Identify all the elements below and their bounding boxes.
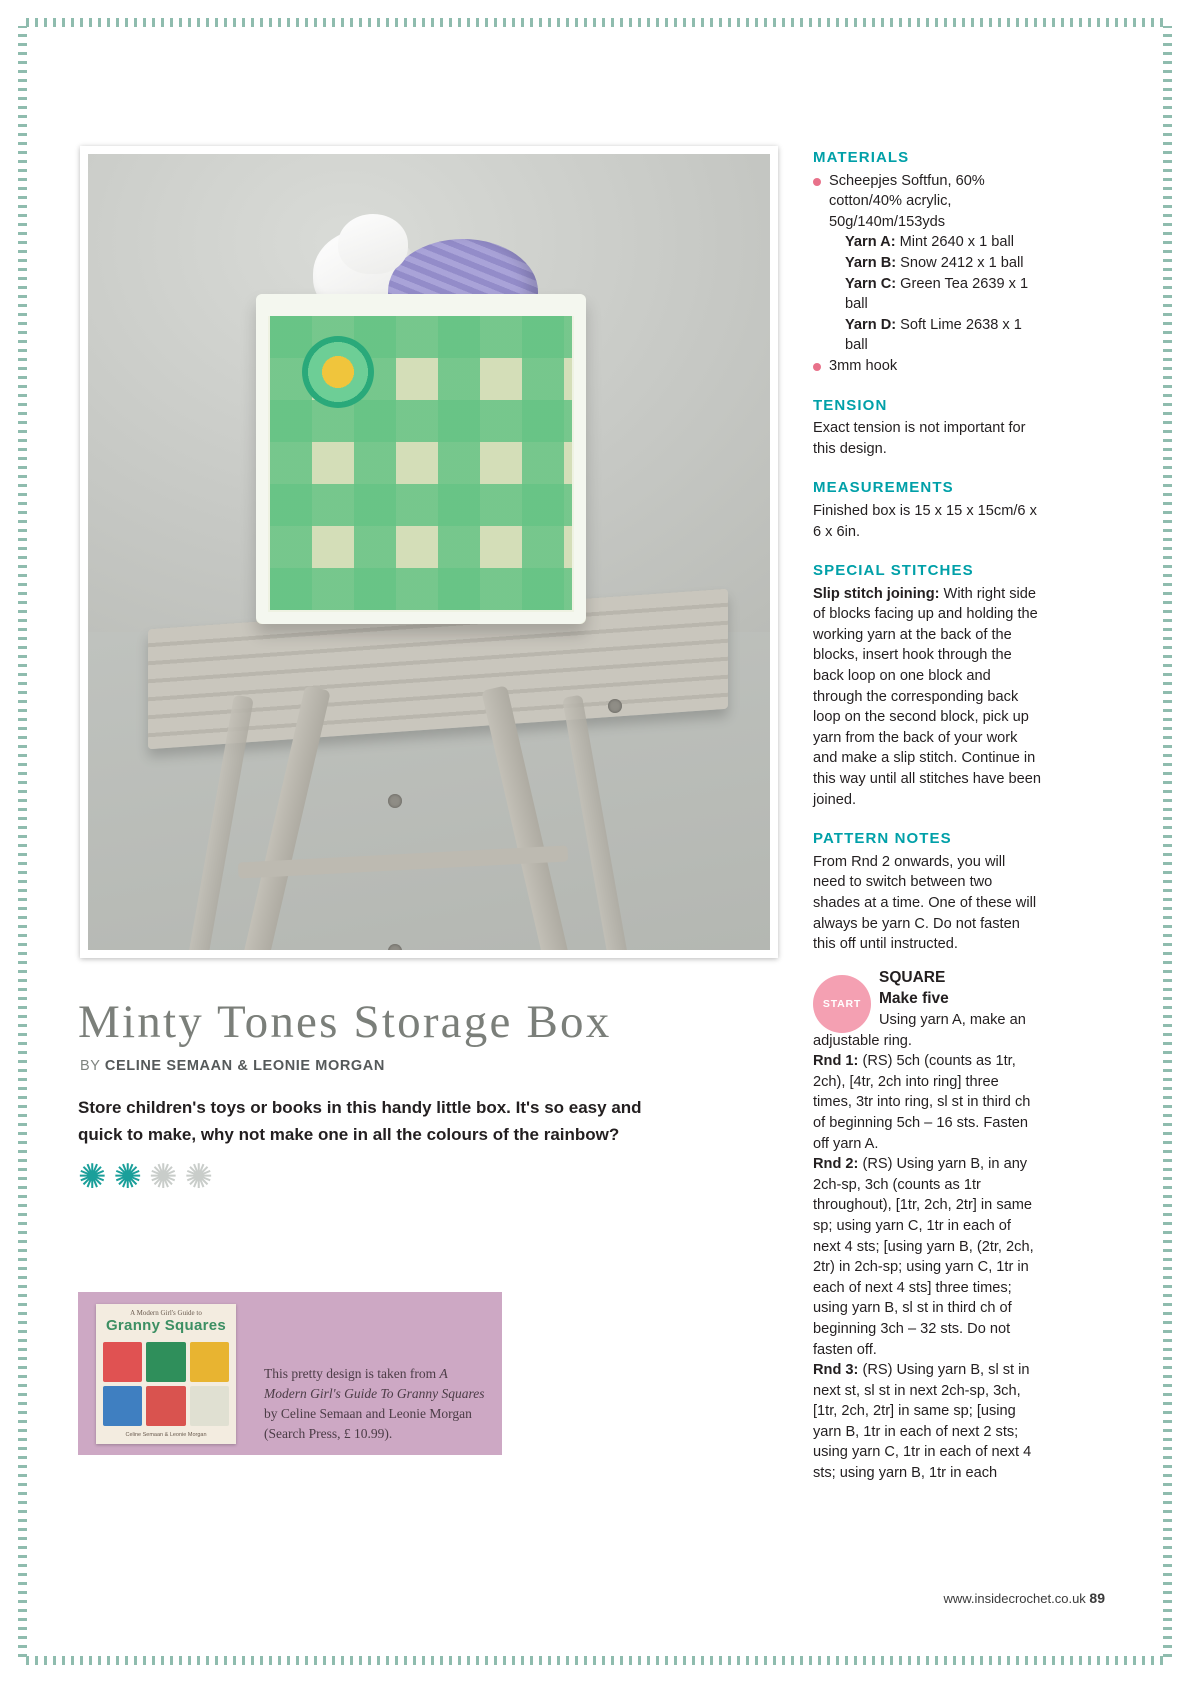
yarn-a-value: Mint 2640 x 1 ball	[899, 234, 1015, 251]
materials-yarn-detail: 60% cotton/40% acrylic, 50g/140m/153yds	[829, 172, 985, 230]
difficulty-star-filled: ✺	[78, 1158, 114, 1196]
promo-line-1: This pretty design is taken from	[264, 1366, 437, 1381]
page-footer	[0, 1590, 1105, 1606]
square-heading: SQUARE	[879, 969, 946, 986]
materials-item	[813, 171, 1041, 356]
rnd-1	[813, 1051, 1041, 1154]
special-stitches-heading: SPECIAL STITCHES	[813, 562, 974, 580]
crochet-storage-box	[256, 294, 586, 624]
cover-swatch	[190, 1386, 229, 1426]
book-cover-top-line: A Modern Girl's Guide to	[130, 1309, 202, 1317]
rnd-3-text: (RS) Using yarn B, sl st in next st, sl st in next 2ch-sp, 3ch, [1tr, 2ch, 2tr] in same sp; [using yarn B, 1tr in each of next 2 sts; using yarn C, 1tr in each of next 4 sts; using yarn B, 1tr in each	[813, 1362, 1032, 1482]
materials-yarn-brand: Scheepjes Softfun,	[829, 172, 952, 189]
special-stitches-term: Slip stitch joining:	[813, 585, 940, 602]
yarn-c-value: Green Tea 2639 x 1 ball	[845, 275, 1029, 313]
cover-swatch	[103, 1386, 142, 1426]
square-intro: Using yarn A, make an adjustable ring.	[813, 1012, 1026, 1049]
stool-leg	[562, 695, 634, 950]
measurements-section	[813, 478, 1041, 542]
byline	[80, 1058, 780, 1074]
cover-swatch	[146, 1386, 185, 1426]
cover-swatch	[103, 1342, 142, 1382]
difficulty-star-empty: ✺	[149, 1158, 185, 1196]
box-edging	[256, 294, 586, 624]
stool-rivet	[608, 699, 622, 713]
project-photo-frame	[80, 146, 778, 958]
materials-item-hook: 3mm hook	[813, 356, 1041, 377]
stool-rivet	[388, 944, 402, 950]
book-cover-title: Granny Squares	[105, 1317, 227, 1334]
tension-body: Exact tension is not important for this design.	[813, 420, 1026, 457]
start-badge: START	[813, 975, 871, 1033]
rnd-3-label: Rnd 3:	[813, 1362, 859, 1379]
cover-swatch	[146, 1342, 185, 1382]
rnd-2-label: Rnd 2:	[813, 1156, 859, 1173]
footer-url: www.insidecrochet.co.uk	[943, 1591, 1086, 1606]
rnd-2	[813, 1154, 1041, 1360]
page-number: 89	[1089, 1590, 1105, 1606]
cover-swatch	[190, 1342, 229, 1382]
pattern-notes-body: From Rnd 2 onwards, you will need to switch between two shades at a time. One of these will always be yarn C. Do not fasten this off until instructed.	[813, 853, 1037, 953]
difficulty-star-empty: ✺	[184, 1158, 220, 1196]
pattern-notes-section	[813, 829, 1041, 955]
materials-heading: MATERIALS	[813, 149, 910, 166]
book-cover	[96, 1304, 236, 1444]
special-stitches-body	[813, 584, 1041, 811]
stool-rivet	[388, 794, 402, 808]
measurements-body: Finished box is 15 x 15 x 15cm/6 x 6 x 6in.	[813, 502, 1037, 540]
promo-line-2: by Celine Semaan and Leonie Morgan (Search Press, £ 10.99).	[264, 1406, 472, 1441]
flower-motif	[302, 336, 374, 408]
materials-section	[813, 148, 1041, 377]
byline-authors: CELINE SEMAAN & LEONIE MORGAN	[104, 1058, 385, 1074]
yarn-b-value: Snow 2412 x 1 ball	[900, 254, 1024, 271]
yarn-a	[829, 232, 1041, 253]
sidebar-info	[813, 148, 1041, 974]
yarn-b	[829, 253, 1041, 274]
pattern-notes-heading: PATTERN NOTES	[813, 830, 952, 848]
yarn-b-label: Yarn B:	[845, 254, 897, 271]
rnd-3	[813, 1360, 1041, 1484]
book-promo	[78, 1292, 502, 1455]
square-subheading: Make five	[879, 989, 949, 1007]
box-rim	[256, 294, 586, 316]
difficulty-rating	[78, 1160, 278, 1194]
stool-leg	[481, 685, 581, 950]
yarn-d	[829, 315, 1041, 356]
square-section-header	[879, 968, 1041, 1009]
book-cover-author: Celine Semaan & Leonie Morgan	[125, 1432, 207, 1438]
rnd-2-text: (RS) Using yarn B, in any 2ch-sp, 3ch (counts as 1tr throughout), [1tr, 2ch, 2tr] in same sp; using yarn C, 1tr in each of next 4 sts; [using yarn B, (2tr, 2ch, 2tr) in 2ch-sp; using yarn C, 1tr in each of next 4 sts] three times; using yarn B, sl st in third ch of beginning 3ch – 32 sts. Do not fasten off.	[813, 1156, 1034, 1358]
rnd-1-text: (RS) 5ch (counts as 1tr, 2ch), [4tr, 2ch into ring] three times, 3tr into ring, sl st in third ch of beginning 5ch – 16 sts. Fasten off yarn A.	[813, 1053, 1031, 1152]
promo-book-title: A Modern Girl's Guide To Granny Squares	[264, 1366, 485, 1401]
yarn-a-label: Yarn A:	[845, 234, 896, 251]
standfirst: Store children's toys or books in this handy little box. It's so easy and quick to make, why not make one in all the colours of the rainbow?	[78, 1098, 642, 1144]
special-stitches-text: With right side of blocks facing up and holding the working yarn at the back of the blocks, insert hook through the back loop on one block and through the corresponding back loop on the second block, pick up yarn from the back of your work and make a slip stitch. Continue in this way until all stitches have been joined.	[813, 585, 1041, 808]
yarn-c	[829, 274, 1041, 315]
difficulty-star-filled: ✺	[113, 1158, 149, 1196]
pattern-instructions	[813, 1010, 1041, 1484]
book-promo-text	[264, 1364, 490, 1444]
tension-section	[813, 396, 1041, 460]
byline-prefix: BY	[80, 1058, 101, 1074]
yarn-d-label: Yarn D:	[845, 316, 897, 333]
measurements-heading: MEASUREMENTS	[813, 479, 954, 497]
book-cover-swatches	[103, 1342, 229, 1426]
yarn-ball-white-small	[338, 214, 408, 274]
yarn-d-value: Soft Lime 2638 x 1 ball	[845, 316, 1022, 354]
yarn-c-label: Yarn C:	[845, 275, 897, 292]
project-photo	[88, 154, 770, 950]
tension-heading: TENSION	[813, 396, 888, 414]
rnd-1-label: Rnd 1:	[813, 1053, 859, 1070]
special-stitches-section	[813, 561, 1041, 810]
page-title: Minty Tones Storage Box	[78, 996, 612, 1048]
